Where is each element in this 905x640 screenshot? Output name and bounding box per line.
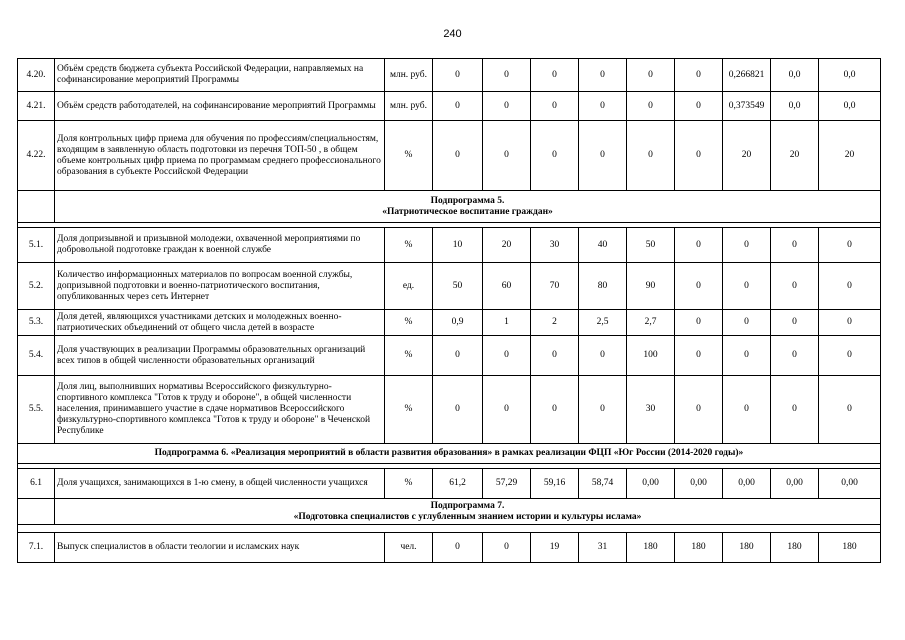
indicator-description: Доля учащихся, занимающихся в 1-ю смену, в общей численности учащихся <box>55 469 385 499</box>
indicator-description: Доля контрольных цифр приема для обучения по профессиям/специальностям, входящим в заявленную область подготовки из перечня ТОП-50 , в общем объеме контрольных цифр приема по программам среднего профессионального образования в субъекте Российской Федерации <box>55 121 385 191</box>
unit-cell: % <box>385 336 433 376</box>
value-cell: 0,0 <box>771 59 819 92</box>
value-cell: 0,9 <box>433 310 483 336</box>
value-cell: 0,373549 <box>723 92 771 121</box>
row-number: 7.1. <box>18 533 55 563</box>
value-cell: 0 <box>579 92 627 121</box>
value-cell: 0 <box>771 263 819 310</box>
value-cell: 20 <box>483 228 531 263</box>
value-cell: 0 <box>819 263 881 310</box>
value-cell: 19 <box>531 533 579 563</box>
indicator-description: Объём средств бюджета субъекта Российской Федерации, направляемых на софинансирование мероприятий Программы <box>55 59 385 92</box>
table-row <box>18 469 881 499</box>
value-cell: 0 <box>819 336 881 376</box>
table-row <box>18 92 881 121</box>
indicator-description: Доля лиц, выполнивших нормативы Всероссийского физкультурно-спортивного комплекса "Готов к труду и обороне", в общей численности населения, принимавшего участие в сдаче нормативов Всероссийского физкультурно-спортивного комплекса "Готов к труду и обороне" в Чеченской Республике <box>55 376 385 444</box>
subprogram-5-line1: Подпрограмма 5. <box>430 195 505 206</box>
indicator-description: Объём средств работодателей, на софинансирование мероприятий Программы <box>55 92 385 121</box>
unit-cell: млн. руб. <box>385 92 433 121</box>
value-cell: 30 <box>627 376 675 444</box>
value-cell: 0 <box>433 376 483 444</box>
value-cell: 0 <box>433 59 483 92</box>
indicator-description: Доля детей, являющихся участниками детских и молодежных военно-патриотических объединений от общего числа детей в возрасте <box>55 310 385 336</box>
value-cell: 0 <box>675 310 723 336</box>
value-cell: 57,29 <box>483 469 531 499</box>
value-cell: 0 <box>771 336 819 376</box>
unit-cell: % <box>385 228 433 263</box>
value-cell: 0 <box>433 92 483 121</box>
value-cell: 180 <box>771 533 819 563</box>
value-cell: 0 <box>579 59 627 92</box>
value-cell: 180 <box>723 533 771 563</box>
value-cell: 0 <box>819 310 881 336</box>
value-cell: 0,266821 <box>723 59 771 92</box>
table-row <box>18 228 881 263</box>
value-cell: 0 <box>483 336 531 376</box>
unit-cell: % <box>385 121 433 191</box>
unit-cell: % <box>385 310 433 336</box>
spacer-cell <box>18 525 881 533</box>
unit-cell: ед. <box>385 263 433 310</box>
value-cell: 0 <box>723 336 771 376</box>
subprogram-header <box>18 499 881 525</box>
row-number: 5.3. <box>18 310 55 336</box>
value-cell: 50 <box>627 228 675 263</box>
value-cell: 2,5 <box>579 310 627 336</box>
value-cell: 61,2 <box>433 469 483 499</box>
value-cell: 0 <box>627 59 675 92</box>
subprogram-header <box>18 191 881 223</box>
subprogram-6-title: Подпрограмма 6. «Реализация мероприятий в области развития образования» в рамках реализации ФЦП «Юг России (2014-2020 годы)» <box>18 444 881 464</box>
value-cell: 180 <box>819 533 881 563</box>
table-row <box>18 59 881 92</box>
value-cell: 0 <box>531 376 579 444</box>
value-cell: 0 <box>433 121 483 191</box>
table-row <box>18 336 881 376</box>
subprogram-5-line2: «Патриотическое воспитание граждан» <box>382 206 553 217</box>
value-cell: 0 <box>771 376 819 444</box>
value-cell: 0 <box>723 310 771 336</box>
indicator-description: Доля допризывной и призывной молодежи, охваченной мероприятиями по добровольной подготовке граждан к военной службе <box>55 228 385 263</box>
value-cell: 100 <box>627 336 675 376</box>
empty-cell <box>18 499 55 525</box>
unit-cell: чел. <box>385 533 433 563</box>
value-cell: 0 <box>675 336 723 376</box>
table-row <box>18 121 881 191</box>
value-cell: 0 <box>483 533 531 563</box>
value-cell: 0,0 <box>819 92 881 121</box>
row-number: 5.1. <box>18 228 55 263</box>
table-row <box>18 533 881 563</box>
value-cell: 0 <box>819 228 881 263</box>
value-cell: 20 <box>723 121 771 191</box>
value-cell: 0 <box>531 121 579 191</box>
table-row <box>18 376 881 444</box>
value-cell: 60 <box>483 263 531 310</box>
value-cell: 0 <box>771 310 819 336</box>
value-cell: 2,7 <box>627 310 675 336</box>
value-cell: 0 <box>483 376 531 444</box>
subprogram-7-line1: Подпрограмма 7. <box>430 500 505 511</box>
value-cell: 0 <box>675 59 723 92</box>
indicators-table <box>17 58 881 563</box>
value-cell: 40 <box>579 228 627 263</box>
value-cell: 20 <box>819 121 881 191</box>
value-cell: 0 <box>675 376 723 444</box>
value-cell: 90 <box>627 263 675 310</box>
value-cell: 50 <box>433 263 483 310</box>
value-cell: 80 <box>579 263 627 310</box>
value-cell: 2 <box>531 310 579 336</box>
value-cell: 0 <box>579 376 627 444</box>
page-number: 240 <box>443 28 462 40</box>
value-cell: 0 <box>483 121 531 191</box>
value-cell: 180 <box>675 533 723 563</box>
value-cell: 0 <box>483 59 531 92</box>
value-cell: 180 <box>627 533 675 563</box>
row-number: 4.20. <box>18 59 55 92</box>
row-number: 5.5. <box>18 376 55 444</box>
indicator-description: Доля участвующих в реализации Программы образовательных организаций всех типов в общей численности образовательных организаций <box>55 336 385 376</box>
unit-cell: % <box>385 376 433 444</box>
subprogram-header <box>18 444 881 464</box>
spacer-row <box>18 525 881 533</box>
value-cell: 0 <box>531 59 579 92</box>
value-cell: 0 <box>723 228 771 263</box>
value-cell: 0 <box>579 336 627 376</box>
row-number: 6.1 <box>18 469 55 499</box>
value-cell: 31 <box>579 533 627 563</box>
subprogram-5-title <box>55 191 881 223</box>
value-cell: 0 <box>433 533 483 563</box>
row-number: 4.22. <box>18 121 55 191</box>
value-cell: 0,0 <box>819 59 881 92</box>
subprogram-7-line2: «Подготовка специалистов с углубленным знанием истории и культуры ислама» <box>293 511 642 522</box>
value-cell: 0 <box>579 121 627 191</box>
table-row <box>18 310 881 336</box>
value-cell: 0 <box>483 92 531 121</box>
value-cell: 0,00 <box>627 469 675 499</box>
value-cell: 0 <box>675 228 723 263</box>
value-cell: 0,0 <box>771 92 819 121</box>
row-number: 5.4. <box>18 336 55 376</box>
value-cell: 20 <box>771 121 819 191</box>
value-cell: 0 <box>433 336 483 376</box>
value-cell: 0 <box>723 263 771 310</box>
row-number: 5.2. <box>18 263 55 310</box>
value-cell: 0 <box>675 92 723 121</box>
value-cell: 0 <box>723 376 771 444</box>
value-cell: 0 <box>771 228 819 263</box>
value-cell: 0,00 <box>675 469 723 499</box>
empty-cell <box>18 191 55 223</box>
value-cell: 0 <box>627 92 675 121</box>
value-cell: 0 <box>819 376 881 444</box>
value-cell: 0 <box>627 121 675 191</box>
indicator-description: Количество информационных материалов по вопросам военной службы, допризывной подготовки и военно-патриотического воспитания, опубликованных через сеть Интернет <box>55 263 385 310</box>
value-cell: 0 <box>531 336 579 376</box>
value-cell: 1 <box>483 310 531 336</box>
value-cell: 0,00 <box>819 469 881 499</box>
value-cell: 30 <box>531 228 579 263</box>
value-cell: 58,74 <box>579 469 627 499</box>
value-cell: 0 <box>531 92 579 121</box>
subprogram-7-title <box>55 499 881 525</box>
indicator-description: Выпуск специалистов в области теологии и исламских наук <box>55 533 385 563</box>
table-row <box>18 263 881 310</box>
unit-cell: % <box>385 469 433 499</box>
row-number: 4.21. <box>18 92 55 121</box>
unit-cell: млн. руб. <box>385 59 433 92</box>
value-cell: 10 <box>433 228 483 263</box>
value-cell: 0,00 <box>771 469 819 499</box>
value-cell: 0,00 <box>723 469 771 499</box>
value-cell: 0 <box>675 121 723 191</box>
value-cell: 59,16 <box>531 469 579 499</box>
value-cell: 0 <box>675 263 723 310</box>
value-cell: 70 <box>531 263 579 310</box>
